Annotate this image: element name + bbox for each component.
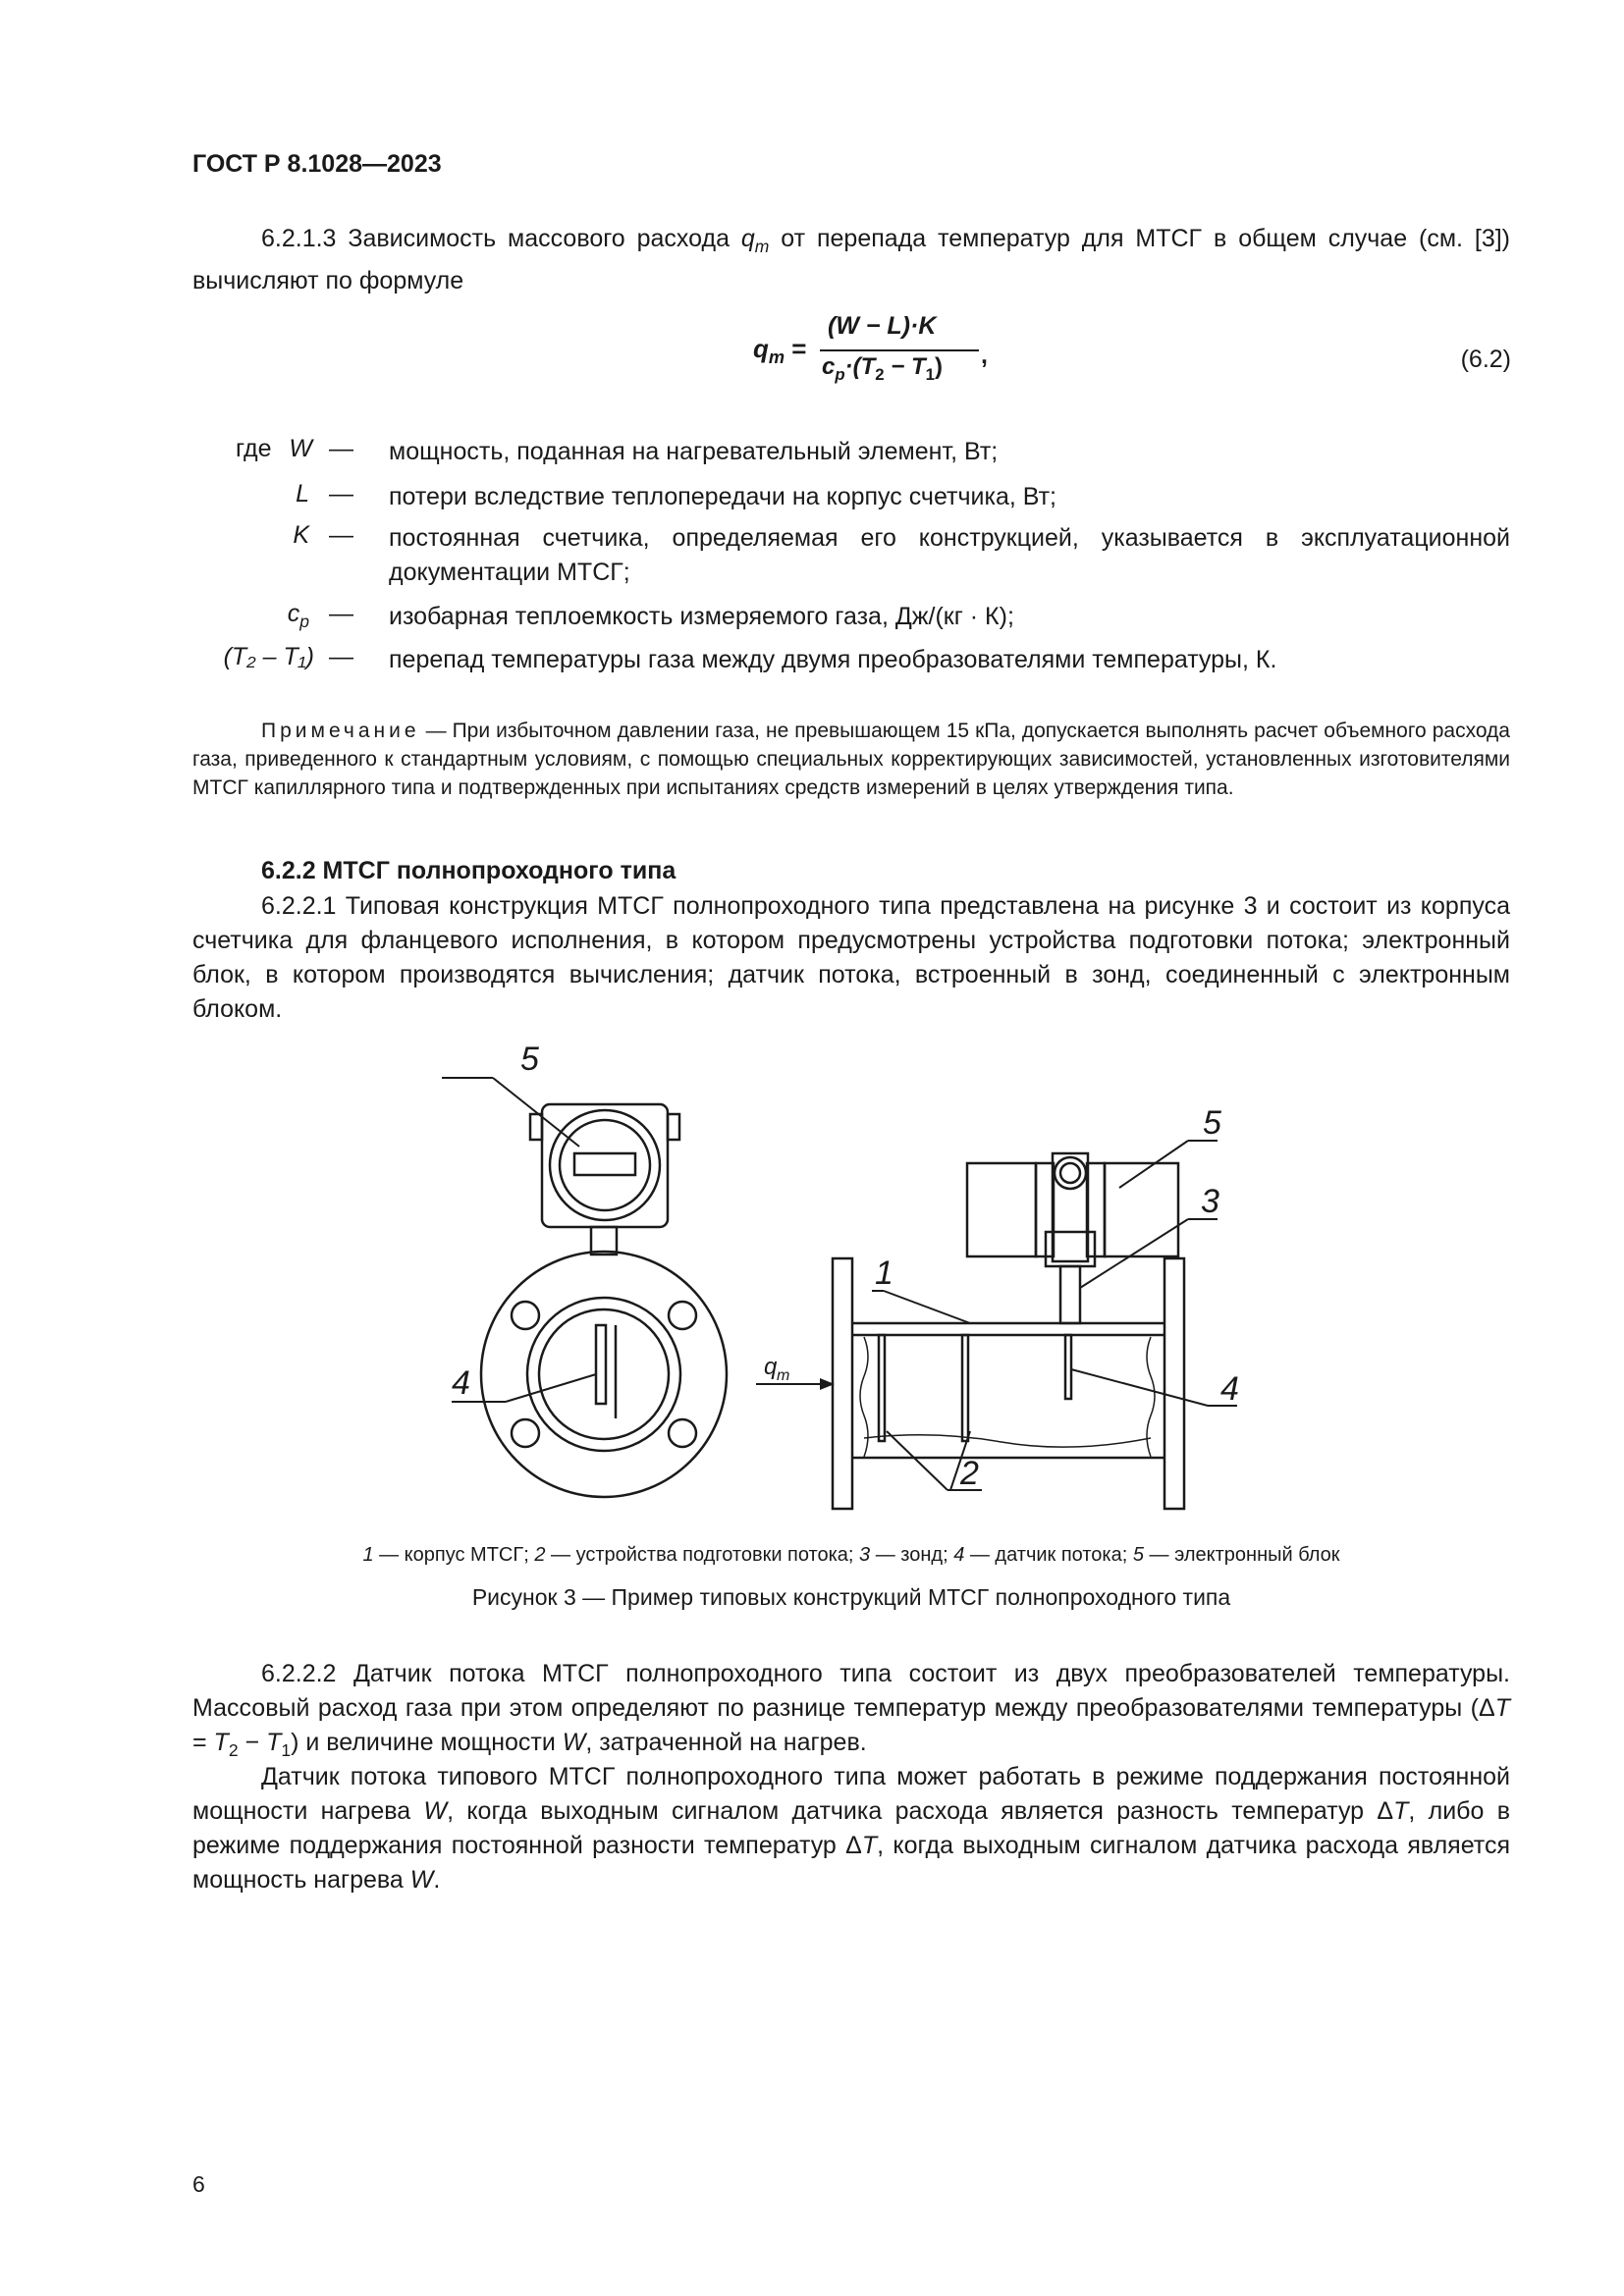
label-5-right: 5: [1203, 1104, 1221, 1142]
symbol-W: W: [289, 435, 312, 462]
definition-W: мощность, поданная на нагревательный элемент, Вт;: [389, 438, 999, 465]
dash: —: [329, 435, 353, 462]
definition-cp: изобарная теплоемкость измеряемого газа, Дж/(кг · К);: [389, 603, 1014, 630]
meter-side-view: [833, 1141, 1237, 1509]
meter-front-view: [442, 1078, 727, 1497]
label-4-right: 4: [1220, 1370, 1239, 1408]
label-3: 3: [1201, 1183, 1219, 1220]
definition-delta-t: перепад температуры газа между двумя преобразователями температуры, К.: [389, 646, 1277, 673]
symbol-L: L: [296, 480, 309, 507]
label-5-left: 5: [520, 1041, 539, 1078]
flow-q: q: [764, 1354, 778, 1380]
figure-3-drawing: [432, 1031, 1296, 1531]
fraction-bar: [820, 349, 979, 351]
figure-legend: 1 — корпус МТСГ; 2 — устройства подготовки потока; 3 — зонд; 4 — датчик потока; 5 — электронный блок: [362, 1544, 1340, 1566]
symbol-cp: $c_p$: [287, 600, 309, 631]
paragraph-6-2-2-1: 6.2.2.1 Типовая конструкция МТСГ полнопроходного типа представлена на рисунке 3 и состоит из корпуса счетчика для фланцевого исполнения, в котором предусмотрены устройства подготовки потока; электронный блок, в котором производятся вычисления; датчик потока, встроенный в зонд, соединенный с электронным блоком.: [192, 892, 1510, 1023]
figure-labels: [452, 1041, 1239, 1492]
flow-m: m: [777, 1367, 790, 1384]
paragraph-6-2-2-2: 6.2.2.2 Датчик потока МТСГ полнопроходного типа состоит из двух преобразователей температуры. Массовый расход газа при этом определяют по разнице температур между преобразователями температуры $(\Delta T = T_2 - T_1)$ и величине мощности W, затраченной на нагрев.: [192, 1660, 1510, 1760]
formula-numerator: (W − L)·K: [828, 312, 937, 340]
dash: —: [329, 521, 353, 549]
dash: —: [329, 480, 353, 507]
paragraph-sensor-modes: Датчик потока типового МТСГ полнопроходного типа может работать в режиме поддержания постоянной мощности нагрева W, когда выходным сигналом датчика расхода является разность температур ΔT, либо в режиме поддержания постоянной разности температур ΔT, когда выходным сигналом датчика расхода является мощность нагрева W.: [192, 1763, 1510, 1894]
note: Примечание — При избыточном давлении газа, не превышающем 15 кПа, допускается выполнять расчет объемного расхода газа, приведенного к стандартным условиям, с помощью специальных корректирующих зависимостей, установленных изготовителями МТСГ капиллярного типа и подтвержденных при испытаниях средств измерений в целях утверждения типа.: [192, 720, 1510, 799]
label-4-left: 4: [452, 1364, 470, 1402]
display-window: [574, 1153, 635, 1175]
dash: —: [329, 600, 353, 627]
definition-K: постоянная счетчика, определяемая его конструкцией, указывается в эксплуатационной документации МТСГ;: [389, 524, 1510, 586]
document-header: ГОСТ Р 8.1028—2023: [192, 150, 442, 178]
symbol-K: K: [293, 521, 309, 549]
figure-caption: Рисунок 3 — Пример типовых конструкций МТСГ полнопроходного типа: [471, 1584, 1231, 1610]
dash: —: [329, 643, 353, 670]
definition-L: потери вследствие теплопередачи на корпус счетчика, Вт;: [389, 483, 1056, 510]
section-heading-6-2-2: 6.2.2 МТСГ полнопроходного типа: [261, 857, 677, 884]
page-number: 6: [192, 2171, 205, 2197]
paragraph-6-2-1-3: 6.2.1.3 Зависимость массового расхода $q_m$ от перепада температур для МТСГ в общем случае (см. [3]) вычисляют по формуле: [192, 225, 1511, 294]
label-1: 1: [875, 1255, 893, 1292]
formula-6-2: $q_m$ = (W − L)·K $c_p\cdot(T_2 - T_1)$ ,: [753, 312, 988, 384]
formula-lhs: $q_m$ =: [753, 334, 807, 368]
flow-sensor-front: [596, 1325, 606, 1404]
where-intro: где: [236, 435, 272, 462]
symbol-delta-t: (T₂ – T₁): [223, 643, 314, 670]
label-2: 2: [960, 1455, 979, 1492]
equation-number: (6.2): [1460, 346, 1511, 373]
formula-denominator: $c_p\cdot(T_2 - T_1)$: [822, 353, 943, 384]
flow-label: [764, 1354, 789, 1384]
